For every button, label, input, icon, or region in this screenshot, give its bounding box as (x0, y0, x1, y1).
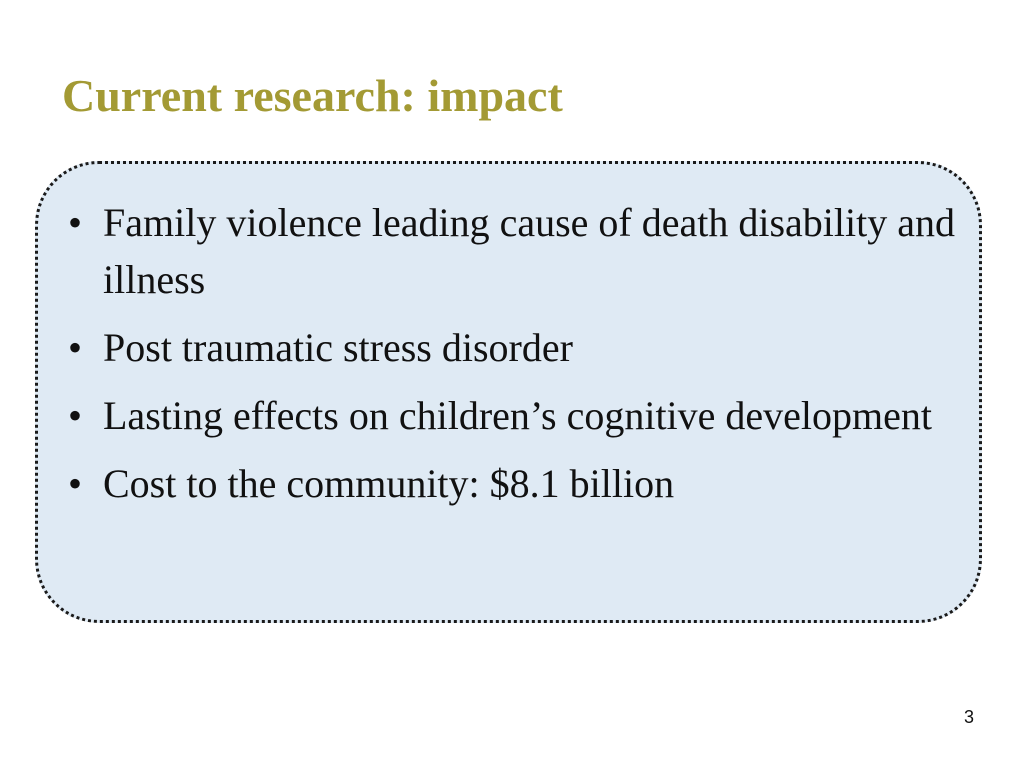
bullet-item (68, 387, 958, 444)
bullet-item (68, 455, 958, 512)
bullet-item (68, 194, 958, 308)
bullet-icon: • (68, 461, 83, 506)
content-box (35, 161, 982, 623)
slide-title: Current research: impact (62, 70, 563, 121)
bullet-text: Lasting effects on children’s cognitive development (103, 393, 933, 438)
bullet-text: Cost to the community: $8.1 billion (103, 461, 675, 506)
bullet-icon: • (68, 393, 83, 438)
bullet-text: Post traumatic stress disorder (103, 325, 573, 370)
bullet-icon: • (68, 325, 83, 370)
bullet-icon: • (68, 200, 83, 245)
bullet-text: Family violence leading cause of death disability and illness (103, 200, 955, 302)
slide-number: 3 (963, 707, 974, 727)
bullet-item (68, 319, 958, 376)
bullet-list (68, 194, 958, 523)
